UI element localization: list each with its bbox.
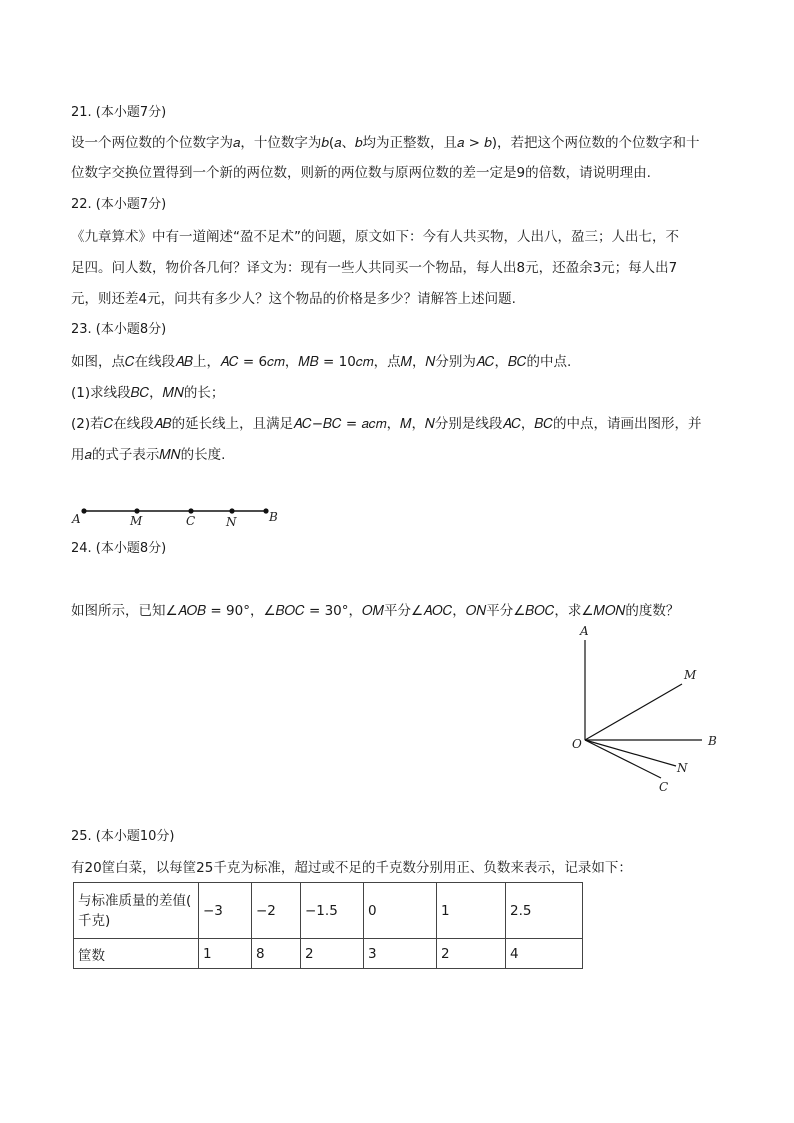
q22-text-line3: 元，则还差4元，问共有多少人？这个物品的价格是多少？请解答上述问题. — [71, 291, 516, 307]
label-b: B — [708, 734, 717, 748]
ray-om — [585, 684, 682, 740]
q23-text-line3: (2)若𝐶在线段𝐴𝐵的延长线上，且满足𝐴𝐶−𝐵𝐶 = 𝑎𝑐𝑚，𝑀，𝑁分别是线段𝐴𝐶，𝐵𝐶的中点，请画出图形，并 — [71, 416, 702, 432]
table-cell: 4 — [506, 939, 583, 969]
table-cell: −3 — [199, 883, 252, 939]
table-row-diff — [74, 883, 583, 939]
q25-heading: 25. (本小题10分) — [71, 829, 175, 844]
q22-text-line1: 《九章算术》中有一道阐述“盈不足术”的问题，原文如下：今有人共买物，人出八，盈三；人出七，不 — [71, 229, 679, 245]
table-cell: −1.5 — [301, 883, 364, 939]
label-a: A — [580, 624, 589, 638]
table-cell: 3 — [364, 939, 437, 969]
q21-text-line2: 位数字交换位置得到一个新的两位数，则新的两位数与原两位数的差一定是9的倍数，请说明理由. — [71, 165, 651, 181]
q24-text-line1: 如图所示，已知∠𝐴𝑂𝐵 = 90°，∠𝐵𝑂𝐶 = 30°，𝑂𝑀平分∠𝐴𝑂𝐶，𝑂𝑁平分∠𝐵𝑂𝐶，求∠𝑀𝑂𝑁的度数？ — [71, 603, 680, 619]
table-cell: 2 — [437, 939, 506, 969]
label-c: C — [659, 780, 669, 794]
point-m — [134, 508, 139, 513]
table-header-diff: 与标准质量的差值( 千克) — [74, 883, 199, 939]
label-c: C — [186, 514, 196, 528]
table-cell: 2 — [301, 939, 364, 969]
table-cell: −2 — [252, 883, 301, 939]
q21-text-line1: 设一个两位数的个位数字为𝑎，十位数字为𝑏(𝑎、𝑏均为正整数，且𝑎 > 𝑏)，若把这个两位数的个位数字和十 — [71, 135, 700, 151]
q22-text-line2: 足四。问人数，物价各几何？译文为：现有一些人共同买一个物品，每人出8元，还盈余3元；每人出7 — [71, 260, 678, 276]
q23-text-line4: 用𝑎的式子表示𝑀𝑁的长度. — [71, 447, 226, 463]
label-b: B — [269, 510, 278, 524]
label-o: O — [572, 737, 582, 751]
table-cell: 0 — [364, 883, 437, 939]
table-cell: 2.5 — [506, 883, 583, 939]
q24-angle-figure — [566, 620, 726, 800]
table-row-count — [74, 939, 583, 969]
label-n: N — [677, 761, 688, 775]
q22-heading: 22. (本小题7分) — [71, 197, 167, 212]
table-header-count: 筐数 — [74, 939, 199, 969]
point-c — [188, 508, 193, 513]
table-cell: 1 — [199, 939, 252, 969]
q24-heading: 24. (本小题8分) — [71, 541, 167, 556]
q23-text-line1: 如图，点𝐶在线段𝐴𝐵上，𝐴𝐶 = 6𝑐𝑚，𝑀𝐵 = 10𝑐𝑚，点𝑀，𝑁分别为𝐴𝐶，𝐵𝐶的中点. — [71, 354, 572, 370]
point-a — [81, 508, 86, 513]
label-n: N — [226, 515, 237, 529]
q25-text-line1: 有20筐白菜，以每筐25千克为标准，超过或不足的千克数分别用正、负数来表示，记录如下： — [71, 860, 632, 876]
q23-heading: 23. (本小题8分) — [71, 322, 167, 337]
q25-data-table — [73, 882, 583, 969]
label-m: M — [130, 514, 143, 528]
label-a: A — [72, 512, 81, 526]
point-b — [263, 508, 268, 513]
label-m: M — [684, 668, 697, 682]
point-n — [229, 508, 234, 513]
q23-text-line2: (1)求线段𝐵𝐶，𝑀𝑁的长； — [71, 385, 225, 401]
q23-segment-figure — [66, 500, 296, 534]
table-cell: 8 — [252, 939, 301, 969]
q21-heading: 21. (本小题7分) — [71, 105, 167, 120]
table-cell: 1 — [437, 883, 506, 939]
